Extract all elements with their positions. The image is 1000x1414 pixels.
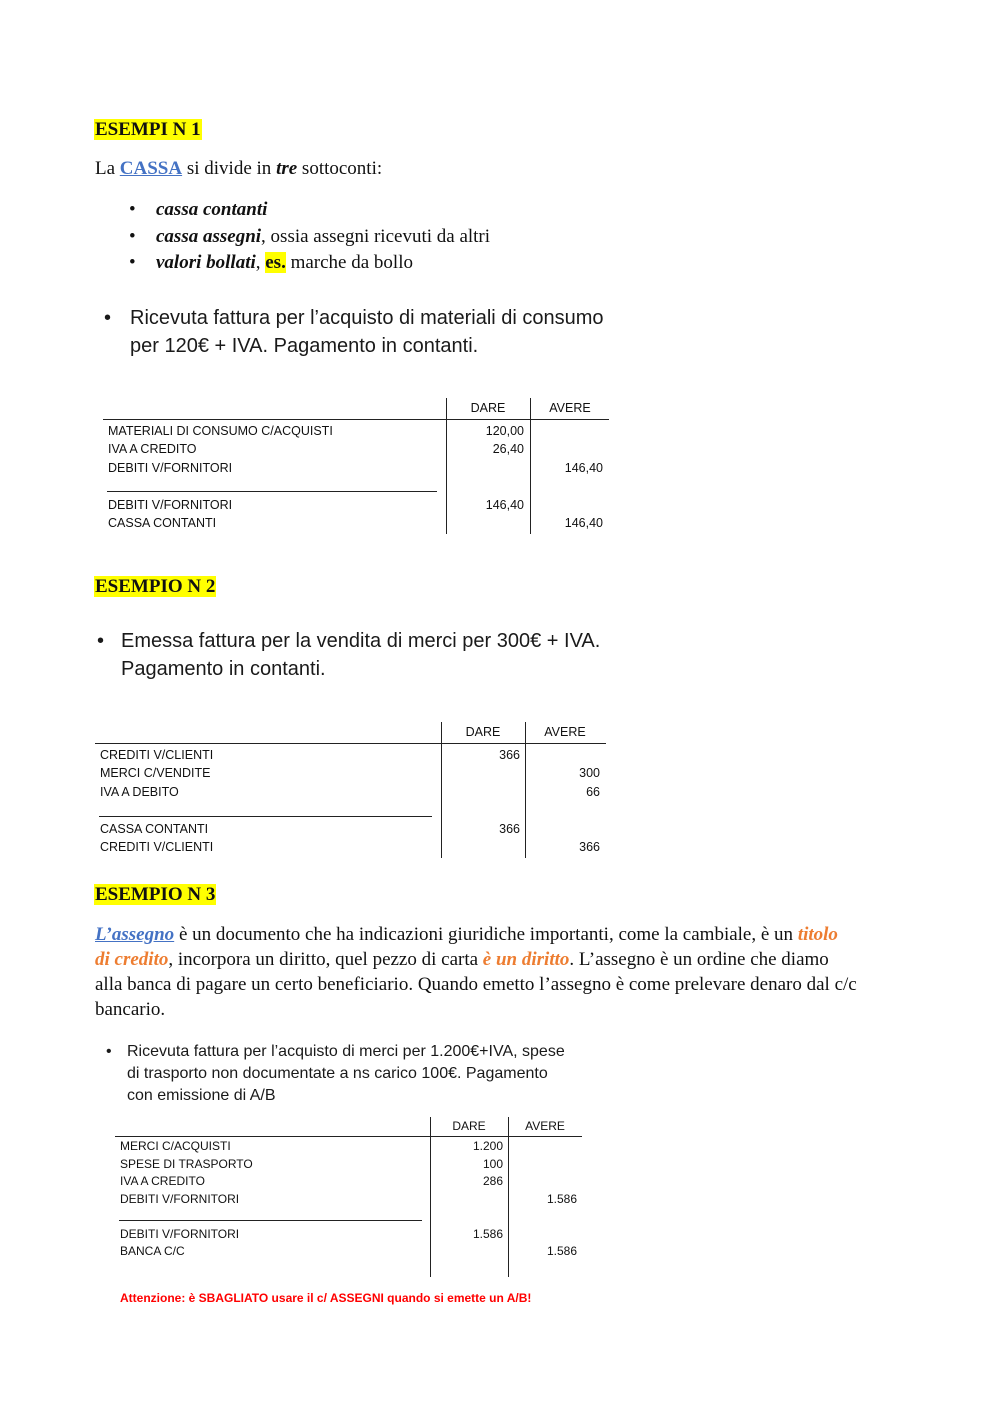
heading-text: ESEMPIO N 2 — [95, 576, 216, 597]
account-cell: DEBITI V/FORNITORI — [108, 461, 233, 475]
heading-text: ESEMPI N 1 — [95, 119, 201, 140]
account-cell: CASSA CONTANTI — [108, 516, 217, 530]
account-cell: MERCI C/ACQUISTI — [120, 1139, 231, 1153]
intro-pre: La — [95, 158, 120, 179]
bullet-icon: • — [129, 225, 136, 247]
bullet-rest: , ossia assegni ricevuti da altri — [261, 225, 491, 247]
task-2 — [97, 627, 600, 683]
dare-cell: 100 — [482, 1157, 503, 1171]
separator-rule — [107, 491, 437, 492]
task-line: Emessa fattura per la vendita di merci per 300€ + IVA. — [121, 630, 601, 652]
header-rule — [115, 1136, 582, 1137]
avere-cell: 66 — [586, 785, 600, 799]
para-line: bancario. — [95, 999, 166, 1020]
account-cell: CREDITI V/CLIENTI — [100, 748, 214, 762]
journal-table-2 — [95, 720, 610, 860]
task-line: Ricevuta fattura per l’acquisto di merci per 1.200€+IVA, spese — [127, 1043, 565, 1060]
task-line: Pagamento in contanti. — [121, 658, 326, 680]
para-line: alla banca di pagare un certo beneficiario. Quando emetto l’assegno è come prelevare denaro dal c/c — [95, 974, 857, 995]
account-cell: CREDITI V/CLIENTI — [100, 840, 214, 854]
account-cell: DEBITI V/FORNITORI — [108, 498, 233, 512]
dare-cell: 286 — [482, 1174, 503, 1188]
separator-rule — [99, 816, 432, 817]
cassa-subaccounts-list — [129, 197, 491, 277]
para-text: . L’assegno è un ordine che diamo — [569, 949, 829, 970]
avere-cell: 366 — [579, 840, 600, 854]
bullet-bold: cassa assegni — [156, 225, 262, 247]
task-3 — [106, 1041, 565, 1107]
col-header-avere: AVERE — [544, 725, 586, 739]
avere-cell: 1.586 — [546, 1244, 577, 1258]
example-2-heading — [94, 576, 216, 598]
para-emphasis: di credito — [95, 949, 169, 970]
warning-note: Attenzione: è SBAGLIATO usare il c/ ASSEGNI quando si emette un A/B! — [120, 1291, 532, 1305]
account-cell: MATERIALI DI CONSUMO C/ACQUISTI — [108, 424, 333, 438]
col-header-dare: DARE — [452, 1119, 486, 1133]
bullet-bold: valori bollati — [156, 252, 256, 273]
list-item — [129, 224, 491, 251]
header-rule — [103, 419, 609, 420]
avere-cell: 146,40 — [564, 516, 603, 530]
account-cell: IVA A CREDITO — [120, 1174, 205, 1188]
list-item — [129, 197, 490, 224]
example-1-heading — [94, 119, 202, 141]
task-line: per 120€ + IVA. Pagamento in contanti. — [130, 335, 479, 357]
bullet-sep: , — [255, 252, 266, 273]
account-cell: CASSA CONTANTI — [100, 822, 209, 836]
intro-mid: si divide in — [182, 158, 277, 179]
cassa-intro — [95, 158, 382, 180]
dare-cell: 26,40 — [492, 442, 524, 456]
avere-cell: 1.586 — [546, 1192, 577, 1206]
bullet-icon: • — [129, 199, 136, 220]
task-line: con emissione di A/B — [127, 1087, 276, 1104]
para-text: è un documento che ha indicazioni giuridiche importanti, come la cambiale, è un — [174, 924, 798, 945]
account-cell: DEBITI V/FORNITORI — [120, 1227, 240, 1241]
task-1 — [104, 304, 604, 360]
journal-table-1 — [103, 396, 613, 536]
example-3-heading — [94, 884, 216, 906]
assegno-link[interactable]: L’assegno — [95, 924, 175, 945]
separator-rule — [119, 1220, 422, 1221]
header-rule — [95, 743, 606, 744]
account-cell: BANCA C/C — [120, 1244, 185, 1258]
heading-text: ESEMPIO N 3 — [95, 884, 216, 905]
journal-table-3 — [115, 1115, 585, 1280]
para-text: , incorpora un diritto, quel pezzo di carta — [168, 949, 483, 970]
bullet-highlight: es. — [265, 252, 286, 273]
cassa-link[interactable]: CASSA — [119, 158, 183, 179]
account-cell: IVA A DEBITO — [100, 785, 179, 799]
assegno-paragraph — [95, 922, 915, 1022]
para-emphasis: è un diritto — [482, 949, 570, 970]
account-cell: IVA A CREDITO — [108, 442, 197, 456]
col-header-avere: AVERE — [549, 401, 591, 415]
dare-cell: 366 — [499, 822, 520, 836]
intro-em: tre — [276, 158, 298, 179]
avere-cell: 300 — [579, 766, 600, 780]
para-emphasis: titolo — [797, 924, 838, 945]
dare-cell: 1.586 — [472, 1227, 503, 1241]
list-item — [129, 250, 490, 277]
bullet-icon: • — [106, 1043, 112, 1060]
bullet-icon: • — [104, 307, 112, 329]
task-line: di trasporto non documentate a ns carico 100€. Pagamento — [127, 1065, 548, 1082]
bullet-icon: • — [97, 630, 105, 652]
dare-cell: 1.200 — [472, 1139, 503, 1153]
bullet-bold: cassa contanti — [156, 199, 268, 220]
dare-cell: 146,40 — [485, 498, 524, 512]
col-header-dare: DARE — [465, 725, 501, 739]
task-line: Ricevuta fattura per l’acquisto di materiali di consumo — [130, 307, 604, 329]
intro-post: sottoconti: — [297, 158, 383, 179]
dare-cell: 120,00 — [485, 424, 524, 438]
account-cell: DEBITI V/FORNITORI — [120, 1192, 240, 1206]
avere-cell: 146,40 — [564, 461, 603, 475]
col-header-avere: AVERE — [525, 1119, 565, 1133]
account-cell: SPESE DI TRASPORTO — [120, 1157, 253, 1171]
bullet-icon: • — [129, 252, 136, 273]
account-cell: MERCI C/VENDITE — [100, 766, 211, 780]
bullet-rest: marche da bollo — [285, 252, 413, 273]
dare-cell: 366 — [499, 748, 520, 762]
col-header-dare: DARE — [470, 401, 506, 415]
